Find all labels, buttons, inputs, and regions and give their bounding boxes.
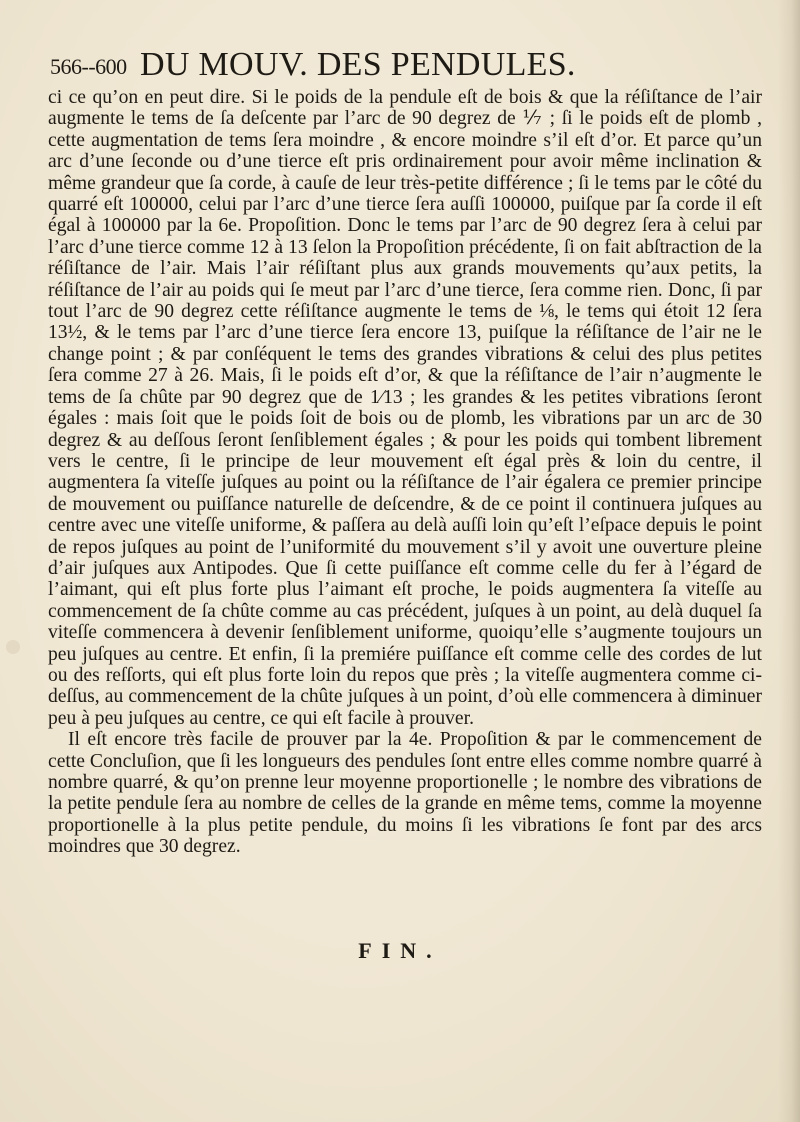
page-number-range: 566--600 xyxy=(50,54,127,79)
running-title: DU MOUV. DES PENDULES. xyxy=(140,46,576,83)
page-header xyxy=(50,46,750,86)
finis-mark: FIN. xyxy=(358,938,442,963)
paragraph: ci ce qu’on en peut dire. Si le poids de la pendule eſt de bois & que la réſiſtance de l’air augmente le tems de ſa deſcente par l’arc de 90 degrez de ⅐ ; ſi le poids eſt de plomb , cette augmentation de tems ſera moindre , & encore moindre s’il eſt d’or. Et parce qu’un arc d’une ſeconde ou d’une tierce eſt pris ordinairement pour avoir même inclination & même grandeur que ſa corde, à cauſe de leur très-petite différence ; ſi le tems par le côté du quarré eſt 100000, celui par l’arc d’une tierce ſera auſſi 100000, puiſque par ſa corde il eſt égal à 100000 par la 6e. Propoſition. Donc le tems par l’arc de 90 degrez ſera à celui par l’arc d’une tierce comme 12 à 13 ſelon la Propoſition précédente, ſi on fait abſtraction de la réſiſtance de l’air. Mais l’air réſiſtant plus aux grands mouvements qu’aux petits, la réſiſtance de l’air au poids qui ſe meut par l’arc d’une tierce, ſera comme rien. Donc, ſi par tout l’arc de 90 degrez cette réſiſtance augmente le tems de ⅛, le tems qui étoit 12 ſera 13½, & le tems par l’arc d’une tierce ſera encore 13, puiſque la réſiſtance de l’air ne le change point ; & par conſéquent le tems des grandes vibrations & celui des plus petites ſera comme 27 à 26. Mais, ſi le poids eſt d’or, & que la réſiſtance de l’air n’augmente le tems de ſa chûte par 90 degrez que de 1⁄13 ; les grandes & les petites vibrations ſeront égales : mais ſoit que le poids ſoit de bois ou de plomb, les vibrations par un arc de 30 degrez & au deſſous ſeront ſenſiblement égales ; & pour les poids qui tombent librement vers le centre, ſi le principe de leur mouvement eſt égal près & loin du centre, il augmentera ſa viteſſe juſques au point ou la réſiſtance de l’air égalera ce premier principe de mouvement ou puiſſance naturelle de deſcendre, & de ce point il continuera juſques au centre avec une viteſſe uniforme, & paſſera au delà auſſi loin qu’eſt l’eſpace depuis le point de repos juſques au point de l’uniformité du mouvement s’il y avoit une ouverture pleine d’air juſques aux Antipodes. Que ſi cette puiſſance eſt comme celle du fer à l’égard de l’aimant, qui eſt plus forte plus l’aimant eſt proche, le poids augmentera ſa viteſſe au commencement de ſa chûte comme au cas précédent, juſques à un point, au delà duquel ſa viteſſe commencera à devenir ſenſiblement uniforme, quoiqu’elle s’augmente toujours un peu juſques au centre. Et enfin, ſi la premiére puiſſance eſt comme celle des cordes de lut ou des reſſorts, qui eſt plus forte loin du repos que près ; la viteſſe augmentera comme ci-deſſus, au commencement de la chûte juſques à un point, d’où elle commencera à diminuer peu à peu juſques au centre, ce qui eſt facile à prouver. xyxy=(48,87,762,729)
paper-stain xyxy=(6,640,20,654)
paragraph: Il eſt encore très facile de prouver par la 4e. Propoſition & par le commencement de cette Concluſion, que ſi les longueurs des pendules ſont entre elles comme nombre quarré à nombre quarré, & qu’on prenne leur moyenne proportionelle ; le nombre des vibrations de la petite pendule ſera au nombre de celles de la grande en même tems, comme la moyenne proportionelle à la plus petite pendule, du moins ſi les vibrations ſe font par des arcs moindres que 30 degrez. xyxy=(48,729,762,858)
body-text xyxy=(48,87,762,858)
